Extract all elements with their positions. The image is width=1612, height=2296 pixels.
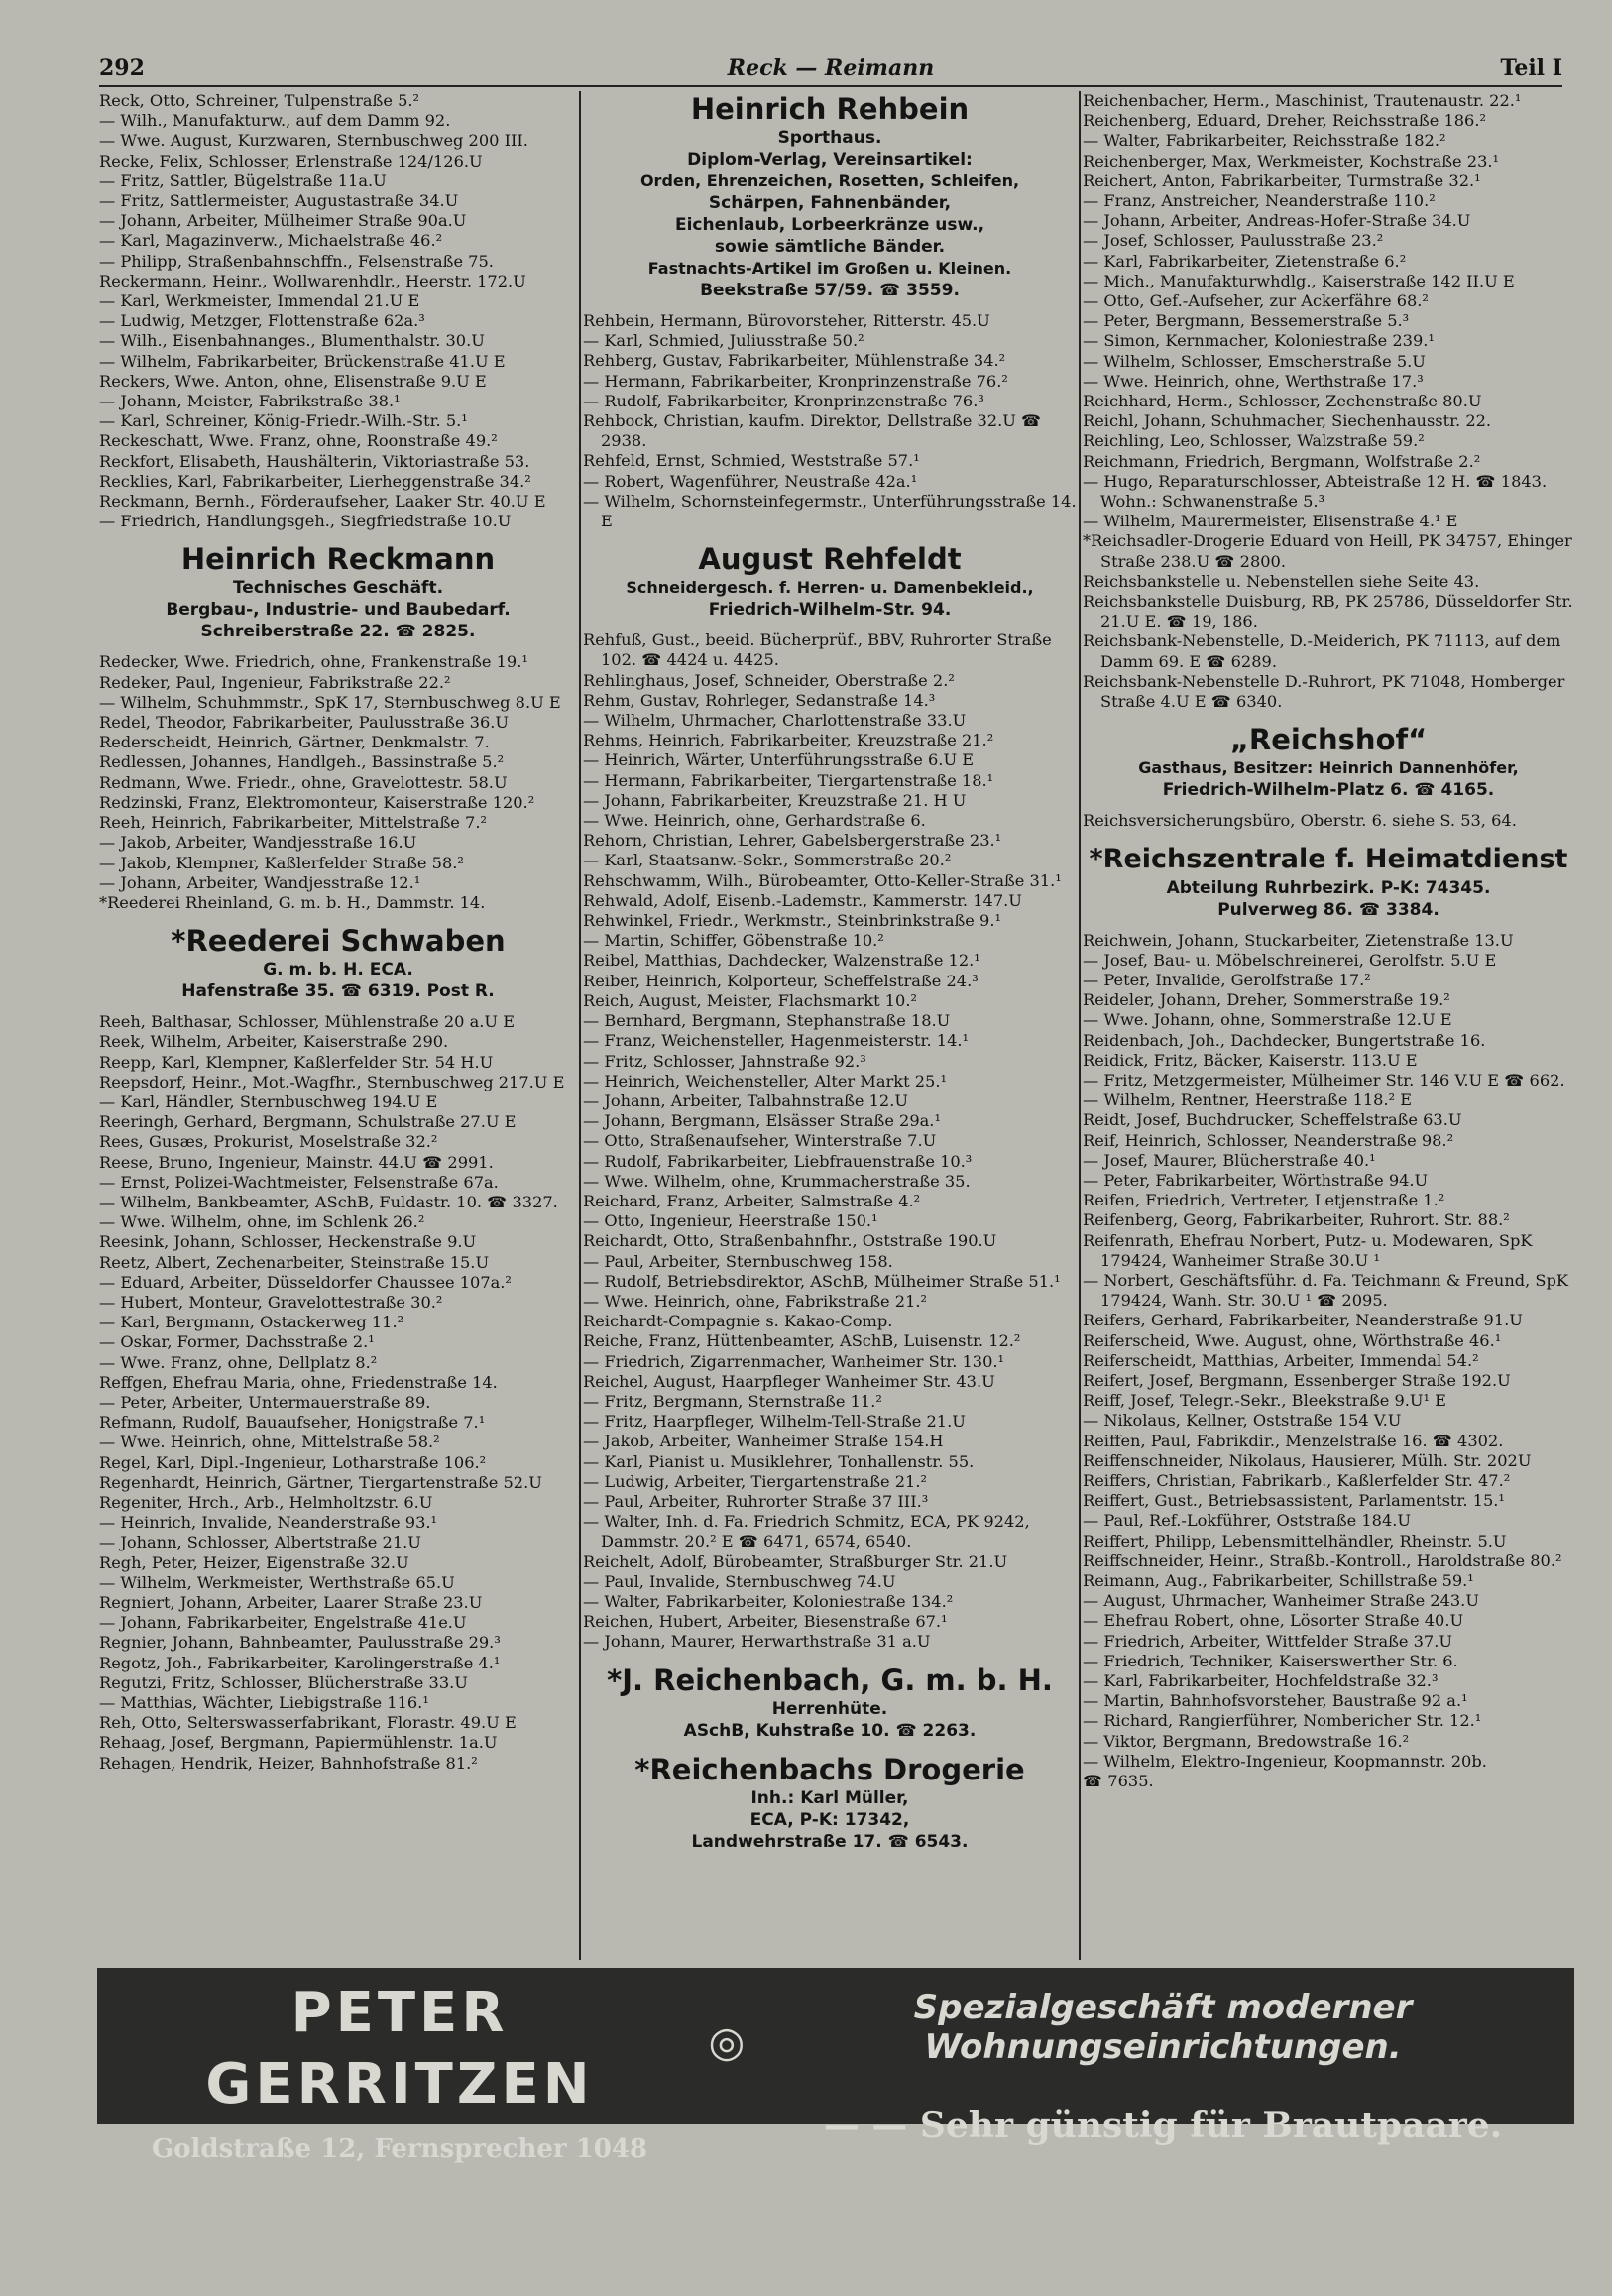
- directory-entry: — Franz, Anstreicher, Neanderstraße 110.²: [1083, 191, 1436, 211]
- directory-entry: — Jakob, Arbeiter, Wandjesstraße 16.U: [99, 833, 417, 853]
- ad-line: Pulverweg 86. ☎ 3384.: [1217, 899, 1439, 920]
- directory-entry: — Fritz, Haarpfleger, Wilhelm-Tell-Straße 21.U: [583, 1412, 966, 1432]
- directory-entry: — Friedrich, Zigarrenmacher, Wanheimer Str. 130.¹: [583, 1351, 1005, 1371]
- directory-entry: — Fritz, Bergmann, Sternstraße 11.²: [583, 1391, 882, 1411]
- ad-line: Friedrich-Wilhelm-Str. 94.: [708, 600, 952, 621]
- directory-entry: — Wilhelm, Schlosser, Emscherstraße 5.U: [1083, 351, 1426, 371]
- directory-entry: Reetz, Albert, Zechenarbeiter, Steinstraße 15.U: [99, 1252, 490, 1272]
- directory-entry: — Otto, Straßenaufseher, Winterstraße 7.U: [583, 1131, 937, 1151]
- ad-line: Friedrich-Wilhelm-Platz 6. ☎ 4165.: [1162, 780, 1495, 801]
- directory-entry: — Franz, Weichensteller, Hagenmeisterstr. 14.¹: [583, 1031, 970, 1051]
- directory-entry: Reiche, Franz, Hüttenbeamter, ASchB, Luisenstr. 12.²: [583, 1331, 1021, 1351]
- directory-entry: Reimann, Aug., Fabrikarbeiter, Schillstraße 59.¹: [1083, 1571, 1474, 1590]
- directory-entry: Reiferscheid, Wwe. August, ohne, Wörthstraße 46.¹: [1083, 1330, 1502, 1350]
- directory-entry: Regeniter, Hrch., Arb., Helmholtzstr. 6.U: [99, 1492, 433, 1512]
- directory-entry: — Wilhelm, Fabrikarbeiter, Brückenstraße 41.U E: [99, 351, 506, 371]
- directory-entry: — Friedrich, Handlungsgeh., Siegfriedstraße 10.U: [99, 512, 512, 531]
- directory-entry: — Hermann, Fabrikarbeiter, Tiergartenstraße 18.¹: [583, 770, 994, 790]
- directory-entry: ☎ 7635.: [1083, 1772, 1154, 1791]
- directory-entry: Rehagen, Hendrik, Heizer, Bahnhofstraße 81.²: [99, 1753, 478, 1773]
- directory-entry: Reiffert, Philipp, Lebensmittelhändler, Rheinstr. 5.U: [1083, 1531, 1507, 1550]
- directory-entry: — Nikolaus, Kellner, Oststraße 154 V.U: [1083, 1411, 1402, 1431]
- directory-entry: — Peter, Arbeiter, Untermauerstraße 89.: [99, 1392, 431, 1412]
- footer-address: Goldstraße 12, Fernsprecher 1048: [151, 2134, 648, 2164]
- entry-list: [583, 311, 1077, 531]
- column-1: [99, 91, 577, 1960]
- directory-entry: — Johann, Arbeiter, Wandjesstraße 12.¹: [99, 872, 421, 892]
- part-label: Teil I: [1500, 56, 1562, 81]
- directory-entry: Reek, Wilhelm, Arbeiter, Kaiserstraße 290.: [99, 1032, 449, 1052]
- directory-entry: — Wwe. August, Kurzwaren, Sternbuschweg 200 III.: [99, 131, 528, 151]
- directory-entry: Reh, Otto, Selterswasserfabrikant, Florastr. 49.U E: [99, 1713, 517, 1733]
- directory-entry: Reifers, Gerhard, Fabrikarbeiter, Neanderstraße 91.U: [1083, 1311, 1523, 1330]
- ad-line: Herrenhüte.: [771, 1698, 888, 1719]
- entry-list: [583, 631, 1077, 1652]
- directory-entry: — Wilh., Manufakturw., auf dem Damm 92.: [99, 111, 451, 131]
- directory-entry: — Karl, Pianist u. Musiklehrer, Tonhallenstr. 55.: [583, 1451, 975, 1471]
- ad-line: Inh.: Karl Müller,: [750, 1787, 909, 1808]
- ad-line: Abteilung Ruhrbezirk. P-K: 74345.: [1166, 877, 1491, 898]
- ad-line: Landwehrstraße 17. ☎ 6543.: [691, 1831, 969, 1852]
- directory-entry: — Paul, Arbeiter, Ruhrorter Straße 37 III.³: [583, 1491, 929, 1511]
- directory-entry: — Walter, Inh. d. Fa. Friedrich Schmitz, ECA, PK 9242, Dammstr. 20.² E ☎ 6471, 6574, 6540.: [583, 1512, 1030, 1551]
- directory-entry: — Josef, Schlosser, Paulusstraße 23.²: [1083, 231, 1384, 251]
- column-2: [583, 91, 1077, 1960]
- directory-entry: — Josef, Maurer, Blücherstraße 40.¹: [1083, 1150, 1376, 1170]
- ad-name: Heinrich Reckmann: [180, 542, 496, 577]
- directory-entry: Regenhardt, Heinrich, Gärtner, Tiergartenstraße 52.U: [99, 1472, 542, 1492]
- directory-entry: — Simon, Kernmacher, Koloniestraße 239.¹: [1083, 331, 1435, 351]
- entry-list: [1083, 91, 1574, 712]
- ad-line: Schärpen, Fahnenbänder,: [708, 193, 952, 213]
- directory-entry: — Johann, Arbeiter, Andreas-Hofer-Straße 34.U: [1083, 211, 1471, 231]
- entry-list: [99, 1012, 577, 1774]
- directory-entry: Rees, Gusæs, Prokurist, Moselstraße 32.²: [99, 1132, 438, 1152]
- directory-entry: — Wwe. Heinrich, ohne, Gerhardstraße 6.: [583, 811, 926, 831]
- directory-entry: — Johann, Bergmann, Elsässer Straße 29a.¹: [583, 1111, 941, 1131]
- directory-entry: — Walter, Fabrikarbeiter, Reichsstraße 182.²: [1083, 131, 1446, 151]
- directory-entry: — Friedrich, Techniker, Kaiserswerther Str. 6.: [1083, 1651, 1458, 1670]
- directory-entry: Rehlinghaus, Josef, Schneider, Oberstraße 2.²: [583, 670, 955, 690]
- directory-entry: Reichling, Leo, Schlosser, Walzstraße 59.²: [1083, 431, 1425, 451]
- ad-line: Bergbau-, Industrie- und Baubedarf.: [166, 600, 511, 621]
- directory-entry: Recke, Felix, Schlosser, Erlenstraße 124/126.U: [99, 151, 483, 171]
- ad-reckmann: [99, 541, 577, 642]
- directory-entry: Reibel, Matthias, Dachdecker, Walzenstraße 12.¹: [583, 951, 980, 971]
- ad-line: Eichenlaub, Lorbeerkränze usw.,: [674, 215, 985, 235]
- directory-entry: Reiffenschneider, Nikolaus, Hausierer, Mülh. Str. 202U: [1083, 1450, 1532, 1470]
- directory-entry: Reifenberg, Georg, Fabrikarbeiter, Ruhrort. Str. 88.²: [1083, 1210, 1510, 1230]
- directory-entry: Regnier, Johann, Bahnbeamter, Paulusstraße 29.³: [99, 1633, 501, 1653]
- directory-entry: Refmann, Rudolf, Bauaufseher, Honigstraße 7.¹: [99, 1413, 486, 1433]
- directory-entry: Reckers, Wwe. Anton, ohne, Elisenstraße 9.U E: [99, 371, 487, 391]
- directory-entry: Regotz, Joh., Fabrikarbeiter, Karolingerstraße 4.¹: [99, 1653, 501, 1672]
- ad-line: ASchB, Kuhstraße 10. ☎ 2263.: [683, 1720, 977, 1741]
- directory-entry: Redlessen, Johannes, Handlgeh., Bassinstraße 5.²: [99, 752, 505, 772]
- directory-entry: — Eduard, Arbeiter, Düsseldorfer Chaussee 107a.²: [99, 1272, 512, 1292]
- directory-entry: — Wilhelm, Maurermeister, Elisenstraße 4.¹ E: [1083, 512, 1458, 531]
- directory-entry: — Mich., Manufakturwhdlg., Kaiserstraße 142 II.U E: [1083, 271, 1515, 290]
- directory-entry: Reifenrath, Ehefrau Norbert, Putz- u. Modewaren, SpK 179424, Wanheimer Straße 30.U ¹: [1083, 1230, 1533, 1270]
- directory-entry: — Matthias, Wächter, Liebigstraße 116.¹: [99, 1693, 429, 1713]
- directory-entry: — Peter, Bergmann, Bessemerstraße 5.³: [1083, 311, 1410, 331]
- directory-entry: — Rudolf, Fabrikarbeiter, Kronprinzenstraße 76.³: [583, 391, 984, 410]
- directory-entry: — Wwe. Heinrich, ohne, Mittelstraße 58.²: [99, 1433, 440, 1452]
- directory-entry: Reeh, Heinrich, Fabrikarbeiter, Mittelstraße 7.²: [99, 813, 487, 833]
- directory-entry: Reiff, Josef, Telegr.-Sekr., Bleekstraße 9.U¹ E: [1083, 1391, 1446, 1411]
- directory-entry: Reifen, Friedrich, Vertreter, Letjenstraße 1.²: [1083, 1191, 1445, 1210]
- directory-entry: — Wwe. Heinrich, ohne, Werthstraße 17.³: [1083, 371, 1424, 391]
- directory-entry: Regutzi, Fritz, Schlosser, Blücherstraße 33.U: [99, 1672, 468, 1692]
- directory-entry: — Karl, Bergmann, Ostackerweg 11.²: [99, 1313, 404, 1332]
- directory-entry: — Bernhard, Bergmann, Stephanstraße 18.U: [583, 1011, 951, 1031]
- directory-entry: — Hermann, Fabrikarbeiter, Kronprinzenstraße 76.²: [583, 371, 1008, 391]
- directory-entry: Regniert, Johann, Arbeiter, Laarer Straße 23.U: [99, 1593, 483, 1612]
- directory-entry: *Reederei Rheinland, G. m. b. H., Dammstr. 14.: [99, 892, 486, 912]
- ad-name: *Reichszentrale f. Heimatdienst: [1089, 843, 1568, 874]
- ad-line: Schreiberstraße 22. ☎ 2825.: [200, 622, 476, 642]
- directory-entry: Reichsversicherungsbüro, Oberstr. 6. siehe S. 53, 64.: [1083, 811, 1517, 831]
- directory-entry: — Karl, Werkmeister, Immendal 21.U E: [99, 291, 420, 311]
- directory-entry: Reichel, August, Haarpfleger Wanheimer Str. 43.U: [583, 1371, 995, 1391]
- ad-line: Hafenstraße 35. ☎ 6319. Post R.: [181, 981, 495, 1002]
- directory-entry: — Wilhelm, Uhrmacher, Charlottenstraße 33.U: [583, 711, 967, 731]
- directory-entry: — Otto, Ingenieur, Heerstraße 150.¹: [583, 1211, 878, 1231]
- directory-entry: — Johann, Fabrikarbeiter, Kreuzstraße 21. H U: [583, 790, 967, 810]
- ad-line: Diplom-Verlag, Vereinsartikel:: [687, 150, 973, 170]
- ad-name: *Reichenbachs Drogerie: [634, 1752, 1025, 1786]
- directory-entry: — Fritz, Metzgermeister, Mülheimer Str. 146 V.U E ☎ 662.: [1083, 1070, 1565, 1090]
- ad-line: ECA, P-K: 17342,: [749, 1809, 910, 1830]
- directory-entry: Rehschwamm, Wilh., Bürobeamter, Otto-Keller-Straße 31.¹: [583, 870, 1062, 890]
- ad-name: August Rehfeldt: [698, 542, 962, 577]
- directory-entry: Rehaag, Josef, Bergmann, Papiermühlenstr. 1a.U: [99, 1733, 498, 1753]
- dash-ornament-icon: — —: [823, 2105, 920, 2146]
- ad-name: *Reederei Schwaben: [171, 924, 506, 959]
- directory-entry: — Wilhelm, Rentner, Heerstraße 118.² E: [1083, 1091, 1413, 1110]
- directory-entry: Rehbock, Christian, kaufm. Direktor, Dellstraße 32.U ☎ 2938.: [583, 411, 1042, 451]
- ad-reederei-schwaben: [99, 923, 577, 1002]
- directory-entry: — Wwe. Wilhelm, ohne, im Schlenk 26.²: [99, 1212, 425, 1232]
- directory-entry: Reichl, Johann, Schuhmacher, Siechenhausstr. 22.: [1083, 411, 1492, 431]
- directory-entry: Rehm, Gustav, Rohrleger, Sedanstraße 14.³: [583, 690, 936, 710]
- directory-entry: Rehwinkel, Friedr., Werkmstr., Steinbrinkstraße 9.¹: [583, 911, 1001, 931]
- directory-entry: — Jakob, Arbeiter, Wanheimer Straße 154.H: [583, 1432, 944, 1451]
- directory-entry: Reepsdorf, Heinr., Mot.-Wagfhr., Sternbuschweg 217.U E: [99, 1072, 565, 1091]
- directory-entry: — Oskar, Former, Dachsstraße 2.¹: [99, 1332, 375, 1352]
- directory-entry: Rehorn, Christian, Lehrer, Gabelsbergerstraße 23.¹: [583, 831, 1002, 851]
- directory-entry: Reidt, Josef, Buchdrucker, Scheffelstraße 63.U: [1083, 1110, 1462, 1130]
- directory-entry: Reckermann, Heinr., Wollwarenhdlr., Heerstr. 172.U: [99, 271, 526, 290]
- directory-entry: — Paul, Ref.-Lokführer, Oststraße 184.U: [1083, 1511, 1412, 1531]
- directory-entry: Reiffert, Gust., Betriebsassistent, Parlamentstr. 15.¹: [1083, 1491, 1505, 1511]
- directory-entry: — Richard, Rangierführer, Nombericher Str. 12.¹: [1083, 1711, 1482, 1731]
- directory-entry: — Wilhelm, Elektro-Ingenieur, Koopmannstr. 20b.: [1083, 1751, 1487, 1771]
- footer-company-name: PETER GERRITZEN: [205, 1981, 594, 2117]
- ad-reichenbachs-drogerie: [583, 1752, 1077, 1853]
- directory-entry: — Karl, Händler, Sternbuschweg 194.U E: [99, 1091, 438, 1111]
- directory-entry: Rehwald, Adolf, Eisenb.-Lademstr., Kammerstr. 147.U: [583, 890, 1022, 910]
- footer-tagline: Spezialgeschäft moderner Wohnungseinrichtungen.: [913, 1988, 1413, 2067]
- directory-entry: Reideler, Johann, Dreher, Sommerstraße 19.²: [1083, 990, 1450, 1010]
- ad-line: Schneidergesch. f. Herren- u. Damenbekleid.,: [626, 578, 1034, 598]
- directory-entry: — Johann, Arbeiter, Talbahnstraße 12.U: [583, 1091, 909, 1110]
- running-head: [99, 52, 1562, 87]
- directory-entry: — Paul, Invalide, Sternbuschweg 74.U: [583, 1571, 896, 1591]
- directory-entry: — Hugo, Reparaturschlosser, Abteistraße 12 H. ☎ 1843. Wohn.: Schwanenstraße 5.³: [1083, 471, 1548, 512]
- directory-entry: — Fritz, Sattlermeister, Augustastraße 34.U: [99, 191, 459, 211]
- directory-entry: — Hubert, Monteur, Gravelottestraße 30.²: [99, 1292, 443, 1312]
- directory-entry: Reese, Bruno, Ingenieur, Mainstr. 44.U ☎ 2991.: [99, 1152, 494, 1172]
- ad-heimatdienst: [1083, 842, 1574, 921]
- ad-line: Orden, Ehrenzeichen, Rosetten, Schleifen,: [639, 172, 1020, 190]
- directory-entry: Reif, Heinrich, Schlosser, Neanderstraße 98.²: [1083, 1130, 1454, 1150]
- directory-entry: Reich, August, Meister, Flachsmarkt 10.²: [583, 990, 917, 1010]
- column-3: [1083, 91, 1574, 1960]
- directory-entry: — Karl, Fabrikarbeiter, Zietenstraße 6.²: [1083, 251, 1407, 271]
- directory-entry: — Wwe. Heinrich, ohne, Fabrikstraße 21.²: [583, 1291, 928, 1311]
- directory-entry: — Paul, Arbeiter, Sternbuschweg 158.: [583, 1251, 893, 1271]
- directory-entry: — Fritz, Sattler, Bügelstraße 11a.U: [99, 171, 387, 190]
- directory-entry: Reepp, Karl, Klempner, Kaßlerfelder Str. 54 H.U: [99, 1052, 494, 1072]
- directory-entry: Reichhard, Herm., Schlosser, Zechenstraße 80.U: [1083, 392, 1482, 411]
- directory-entry: — Wilhelm, Schornsteinfegermstr., Unterführungsstraße 14. E: [583, 491, 1077, 531]
- directory-entry: — August, Uhrmacher, Wanheimer Straße 243.U: [1083, 1591, 1479, 1611]
- column-rule: [579, 91, 581, 1960]
- footer-right: [751, 1968, 1574, 2146]
- directory-entry: Reiffschneider, Heinr., Straßb.-Kontroll., Haroldstraße 80.²: [1083, 1550, 1562, 1570]
- directory-entry: Reffgen, Ehefrau Maria, ohne, Friedenstraße 14.: [99, 1372, 498, 1392]
- directory-entry: — Friedrich, Arbeiter, Wittfelder Straße 37.U: [1083, 1631, 1453, 1651]
- directory-entry: Reidick, Fritz, Bäcker, Kaiserstr. 113.U E: [1083, 1050, 1418, 1070]
- directory-entry: Reck, Otto, Schreiner, Tulpenstraße 5.²: [99, 91, 420, 110]
- directory-entry: Reiber, Heinrich, Kolporteur, Scheffelstraße 24.³: [583, 971, 979, 990]
- directory-entry: — Ernst, Polizei-Wachtmeister, Felsenstraße 67a.: [99, 1172, 499, 1192]
- directory-entry: — Johann, Meister, Fabrikstraße 38.¹: [99, 392, 401, 411]
- directory-entry: — Walter, Fabrikarbeiter, Koloniestraße 134.²: [583, 1591, 954, 1611]
- directory-entry: — Wilhelm, Werkmeister, Werthstraße 65.U: [99, 1572, 455, 1592]
- ornament-icon: ◎: [708, 2017, 746, 2066]
- entry-list: [99, 652, 577, 913]
- directory-entry: Redecker, Wwe. Friedrich, ohne, Frankenstraße 19.¹: [99, 652, 528, 672]
- ad-name: Heinrich Rehbein: [690, 92, 970, 126]
- directory-entry: — Johann, Maurer, Herwarthstraße 31 a.U: [583, 1632, 931, 1652]
- ad-line: Fastnachts-Artikel im Großen u. Kleinen.: [647, 259, 1012, 278]
- directory-entry: Reckmann, Bernh., Förderaufseher, Laaker Str. 40.U E: [99, 492, 546, 512]
- directory-entry: Reiffers, Christian, Fabrikarb., Kaßlerfelder Str. 47.²: [1083, 1470, 1511, 1490]
- directory-entry: — Josef, Bau- u. Möbelschreinerei, Gerolfstr. 5.U E: [1083, 950, 1497, 970]
- directory-entry: Reifert, Josef, Bergmann, Essenberger Straße 192.U: [1083, 1370, 1511, 1390]
- directory-entry: — Wilhelm, Bankbeamter, ASchB, Fuldastr. 10. ☎ 3327.: [99, 1192, 558, 1211]
- footer-left: [97, 1968, 702, 2164]
- directory-entry: — Wilhelm, Schuhmmstr., SpK 17, Sternbuschweg 8.U E: [99, 692, 561, 712]
- ad-line: Gasthaus, Besitzer: Heinrich Dannenhöfer,: [1138, 758, 1519, 778]
- directory-entry: — Wwe. Wilhelm, ohne, Krummacherstraße 35.: [583, 1171, 971, 1191]
- directory-entry: — Johann, Arbeiter, Mülheimer Straße 90a.U: [99, 211, 467, 231]
- entry-list: [1083, 811, 1574, 831]
- directory-entry: — Viktor, Bergmann, Bredowstraße 16.²: [1083, 1731, 1410, 1751]
- directory-entry: Reichsbankstelle u. Nebenstellen siehe Seite 43.: [1083, 571, 1480, 591]
- ad-name: „Reichshof“: [1229, 723, 1428, 757]
- directory-entry: Reiffen, Paul, Fabrikdir., Menzelstraße 16. ☎ 4302.: [1083, 1431, 1504, 1450]
- directory-entry: — Otto, Gef.-Aufseher, zur Ackerfähre 68.²: [1083, 291, 1429, 311]
- directory-entry: Reichsbank-Nebenstelle D.-Ruhrort, PK 71048, Homberger Straße 4.U E ☎ 6340.: [1083, 671, 1565, 712]
- ad-line: Technisches Geschäft.: [232, 578, 444, 599]
- directory-entry: — Jakob, Klempner, Kaßlerfelder Straße 58.²: [99, 853, 464, 872]
- page-number: 292: [99, 56, 145, 81]
- directory-entry: Reichwein, Johann, Stuckarbeiter, Zietenstraße 13.U: [1083, 930, 1514, 950]
- directory-entry: Rehfuß, Gust., beeid. Bücherprüf., BBV, Ruhrorter Straße 102. ☎ 4424 u. 4425.: [583, 631, 1052, 670]
- directory-entry: Rederscheidt, Heinrich, Gärtner, Denkmalstr. 7.: [99, 733, 490, 752]
- footer-advertisement: [97, 1968, 1574, 2164]
- directory-entry: Reichsbank-Nebenstelle, D.-Meiderich, PK 71113, auf dem Damm 69. E ☎ 6289.: [1083, 631, 1561, 671]
- directory-entry: Reesink, Johann, Schlosser, Heckenstraße 9.U: [99, 1232, 477, 1252]
- directory-entry: Recklies, Karl, Fabrikarbeiter, Lierheggenstraße 34.²: [99, 471, 531, 491]
- entry-list: [99, 91, 577, 531]
- directory-entry: Rehfeld, Ernst, Schmied, Weststraße 57.¹: [583, 451, 920, 471]
- directory-entry: — Martin, Bahnhofsvorsteher, Baustraße 92 a.¹: [1083, 1691, 1468, 1711]
- ad-name: *J. Reichenbach, G. m. b. H.: [607, 1663, 1053, 1697]
- directory-entry: — Wwe. Franz, ohne, Dellplatz 8.²: [99, 1352, 378, 1372]
- ad-line: Sporthaus.: [777, 128, 882, 148]
- directory-entry: — Heinrich, Weichensteller, Alter Markt 25.¹: [583, 1071, 947, 1091]
- directory-entry: Reichardt-Compagnie s. Kakao-Comp.: [583, 1312, 893, 1331]
- directory-entry: — Wilh., Eisenbahnanges., Blumenthalstr. 30.U: [99, 331, 485, 351]
- directory-entry: Reichsbankstelle Duisburg, RB, PK 25786, Düsseldorfer Str. 21.U E. ☎ 19, 186.: [1083, 592, 1573, 631]
- directory-entry: Reichenberger, Max, Werkmeister, Kochstraße 23.¹: [1083, 151, 1500, 171]
- directory-entry: — Heinrich, Wärter, Unterführungsstraße 6.U E: [583, 750, 975, 770]
- directory-entry: — Norbert, Geschäftsführ. d. Fa. Teichmann & Freund, SpK 179424, Wanh. Str. 30.U ¹ ☎ 2095.: [1083, 1270, 1568, 1311]
- directory-entry: Reichenberg, Eduard, Dreher, Reichsstraße 186.²: [1083, 111, 1486, 131]
- directory-entry: — Martin, Schiffer, Göbenstraße 10.²: [583, 931, 884, 951]
- directory-entry: Reidenbach, Joh., Dachdecker, Bungertstraße 16.: [1083, 1030, 1486, 1050]
- entry-list: [1083, 931, 1574, 1792]
- directory-entry: Reichardt, Otto, Straßenbahnfhr., Oststraße 190.U: [583, 1231, 997, 1251]
- directory-entry: — Karl, Schreiner, König-Friedr.-Wilh.-Str. 5.¹: [99, 411, 468, 431]
- directory-entry: *Reichsadler-Drogerie Eduard von Heill, PK 34757, Ehinger Straße 238.U ☎ 2800.: [1083, 531, 1572, 571]
- directory-entry: — Ludwig, Arbeiter, Tiergartenstraße 21.²: [583, 1471, 927, 1491]
- directory-entry: — Karl, Schmied, Juliusstraße 50.²: [583, 331, 864, 351]
- ad-line: G. m. b. H. ECA.: [263, 960, 413, 980]
- directory-entry: — Karl, Magazinverw., Michaelstraße 46.²: [99, 231, 443, 251]
- directory-entry: — Johann, Fabrikarbeiter, Engelstraße 41e.U: [99, 1613, 467, 1633]
- footer-slogan: — — Sehr günstig für Brautpaare.: [823, 2105, 1503, 2146]
- directory-entry: Redzinski, Franz, Elektromonteur, Kaiserstraße 120.²: [99, 792, 535, 812]
- directory-entry: Rehbein, Hermann, Bürovorsteher, Ritterstr. 45.U: [583, 311, 990, 330]
- directory-entry: Regel, Karl, Dipl.-Ingenieur, Lotharstraße 106.²: [99, 1452, 487, 1472]
- directory-entry: Reeringh, Gerhard, Bergmann, Schulstraße 27.U E: [99, 1112, 517, 1132]
- column-rule: [1079, 91, 1081, 1960]
- directory-entry: — Ehefrau Robert, ohne, Lösorter Straße 40.U: [1083, 1611, 1464, 1631]
- ad-line: sowie sämtliche Bänder.: [714, 237, 946, 257]
- ad-reichshof: [1083, 722, 1574, 801]
- directory-entry: Reichert, Anton, Fabrikarbeiter, Turmstraße 32.¹: [1083, 171, 1481, 190]
- ad-rehbein: [583, 91, 1077, 301]
- directory-entry: Rehms, Heinrich, Fabrikarbeiter, Kreuzstraße 21.²: [583, 731, 994, 750]
- directory-entry: Reichenbacher, Herm., Maschinist, Trautenaustr. 22.¹: [1083, 91, 1522, 110]
- directory-entry: — Heinrich, Invalide, Neanderstraße 93.¹: [99, 1513, 438, 1533]
- directory-entry: Reeh, Balthasar, Schlosser, Mühlenstraße 20 a.U E: [99, 1012, 516, 1032]
- ad-rehfeldt: [583, 541, 1077, 621]
- ad-reichenbach: [583, 1663, 1077, 1742]
- directory-entry: Reichelt, Adolf, Bürobeamter, Straßburger Str. 21.U: [583, 1551, 1008, 1571]
- directory-entry: Reckeschatt, Wwe. Franz, ohne, Roonstraße 49.²: [99, 431, 498, 451]
- directory-entry: Regh, Peter, Heizer, Eigenstraße 32.U: [99, 1552, 409, 1572]
- directory-entry: — Ludwig, Metzger, Flottenstraße 62a.³: [99, 311, 425, 331]
- directory-entry: — Karl, Staatsanw.-Sekr., Sommerstraße 20.²: [583, 851, 952, 870]
- directory-entry: — Karl, Fabrikarbeiter, Hochfeldstraße 32.³: [1083, 1671, 1439, 1691]
- directory-entry: — Rudolf, Fabrikarbeiter, Liebfrauenstraße 10.³: [583, 1151, 973, 1171]
- directory-entry: — Johann, Schlosser, Albertstraße 21.U: [99, 1533, 421, 1552]
- directory-entry: Reichmann, Friedrich, Bergmann, Wolfstraße 2.²: [1083, 451, 1481, 471]
- directory-entry: Redeker, Paul, Ingenieur, Fabrikstraße 22.²: [99, 672, 451, 692]
- directory-entry: — Peter, Fabrikarbeiter, Wörthstraße 94.U: [1083, 1170, 1429, 1190]
- directory-entry: Reckfort, Elisabeth, Haushälterin, Viktoriastraße 53.: [99, 451, 530, 471]
- directory-entry: Redel, Theodor, Fabrikarbeiter, Paulusstraße 36.U: [99, 713, 510, 733]
- directory-entry: — Robert, Wagenführer, Neustraße 42a.¹: [583, 471, 918, 491]
- directory-entry: Redmann, Wwe. Friedr., ohne, Gravelottestr. 58.U: [99, 772, 508, 792]
- directory-entry: Reiferscheidt, Matthias, Arbeiter, Immendal 54.²: [1083, 1350, 1479, 1370]
- directory-entry: — Wwe. Johann, ohne, Sommerstraße 12.U E: [1083, 1010, 1452, 1030]
- directory-entry: Reichen, Hubert, Arbeiter, Biesenstraße 67.¹: [583, 1612, 948, 1632]
- ad-line: Beekstraße 57/59. ☎ 3559.: [700, 281, 960, 300]
- directory-entry: — Fritz, Schlosser, Jahnstraße 92.³: [583, 1051, 866, 1071]
- directory-entry: — Philipp, Straßenbahnschffn., Felsenstraße 75.: [99, 251, 494, 271]
- running-title: Reck — Reimann: [727, 56, 935, 81]
- directory-entry: — Rudolf, Betriebsdirektor, ASchB, Mülheimer Straße 51.¹: [583, 1271, 1061, 1291]
- directory-entry: — Peter, Invalide, Gerolfstraße 17.²: [1083, 970, 1371, 989]
- directory-entry: Reichard, Franz, Arbeiter, Salmstraße 4.²: [583, 1191, 921, 1210]
- directory-entry: Rehberg, Gustav, Fabrikarbeiter, Mühlenstraße 34.²: [583, 351, 1006, 371]
